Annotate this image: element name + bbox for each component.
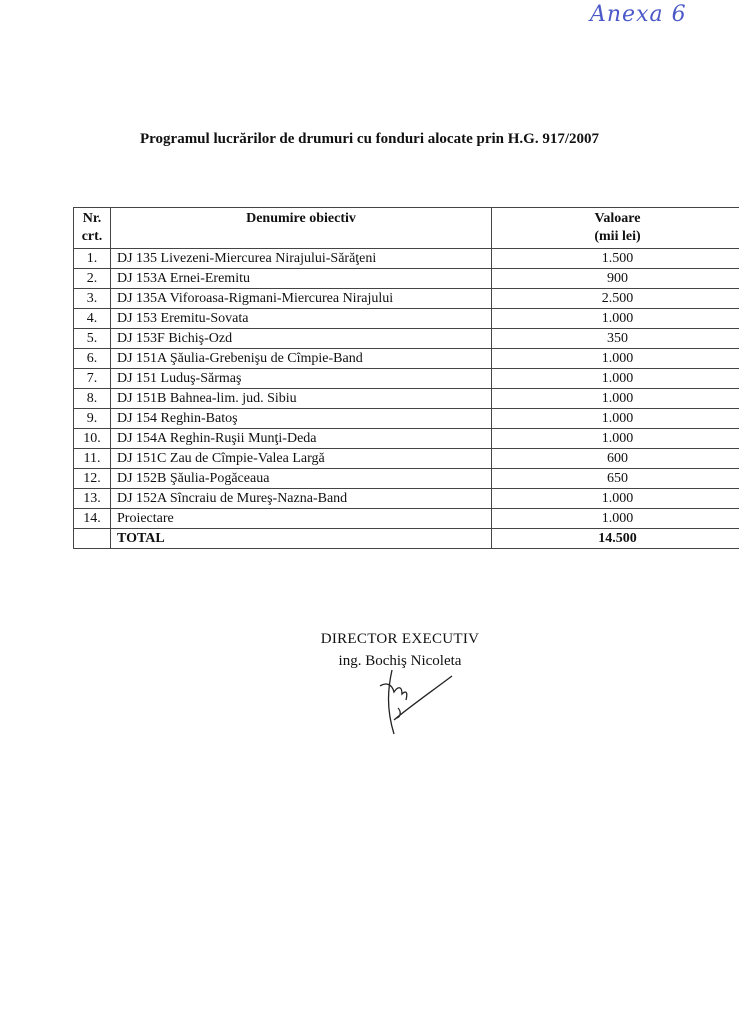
row-value: 1.000 bbox=[492, 429, 739, 449]
row-name: DJ 151B Bahnea-lim. jud. Sibiu bbox=[111, 389, 492, 409]
header-value bbox=[492, 208, 739, 249]
table-row bbox=[74, 409, 739, 429]
row-name: DJ 153A Ernei-Eremitu bbox=[111, 269, 492, 289]
row-name: DJ 151C Zau de Cîmpie-Valea Largă bbox=[111, 449, 492, 469]
row-name: DJ 153 Eremitu-Sovata bbox=[111, 309, 492, 329]
roadworks-table bbox=[73, 207, 739, 549]
total-value: 14.500 bbox=[492, 529, 739, 549]
table-row bbox=[74, 369, 739, 389]
row-nr: 6. bbox=[74, 349, 111, 369]
document-title: Programul lucrărilor de drumuri cu fonduri alocate prin H.G. 917/2007 bbox=[139, 131, 599, 147]
row-nr: 5. bbox=[74, 329, 111, 349]
header-nr-line2: crt. bbox=[81, 229, 103, 244]
table-row bbox=[74, 309, 739, 329]
header-name bbox=[111, 208, 492, 249]
table-row bbox=[74, 269, 739, 289]
row-value: 1.000 bbox=[492, 489, 739, 509]
row-nr: 3. bbox=[74, 289, 111, 309]
total-row bbox=[74, 529, 739, 549]
table-row bbox=[74, 489, 739, 509]
row-nr: 2. bbox=[74, 269, 111, 289]
row-nr: 14. bbox=[74, 509, 111, 529]
row-nr: 10. bbox=[74, 429, 111, 449]
row-value: 1.000 bbox=[492, 369, 739, 389]
header-name-label: Denumire obiectiv bbox=[246, 211, 356, 226]
row-nr: 13. bbox=[74, 489, 111, 509]
row-name: DJ 135 Livezeni-Miercurea Nirajului-Sărăţeni bbox=[111, 249, 492, 269]
table-row bbox=[74, 449, 739, 469]
row-value: 600 bbox=[492, 449, 739, 469]
row-value: 1.500 bbox=[492, 249, 739, 269]
row-value: 1.000 bbox=[492, 509, 739, 529]
row-nr: 12. bbox=[74, 469, 111, 489]
handwritten-annex-note: Anexa 6 bbox=[590, 2, 687, 27]
row-value: 1.000 bbox=[492, 409, 739, 429]
table-row bbox=[74, 469, 739, 489]
row-value: 2.500 bbox=[492, 289, 739, 309]
table-row bbox=[74, 289, 739, 309]
signatory-role: DIRECTOR EXECUTIV bbox=[320, 631, 480, 647]
table-row bbox=[74, 349, 739, 369]
row-nr: 8. bbox=[74, 389, 111, 409]
row-nr: 11. bbox=[74, 449, 111, 469]
table-row bbox=[74, 389, 739, 409]
row-name: DJ 135A Viforoasa-Rigmani-Miercurea Nirajului bbox=[111, 289, 492, 309]
total-nr-cell bbox=[74, 529, 111, 549]
row-value: 1.000 bbox=[492, 389, 739, 409]
total-label: TOTAL bbox=[111, 529, 492, 549]
row-nr: 1. bbox=[74, 249, 111, 269]
table-row bbox=[74, 249, 739, 269]
row-name: DJ 152A Sîncraiu de Mureş-Nazna-Band bbox=[111, 489, 492, 509]
row-name: DJ 151 Luduş-Sărmaş bbox=[111, 369, 492, 389]
row-value: 650 bbox=[492, 469, 739, 489]
row-value: 900 bbox=[492, 269, 739, 289]
table-row bbox=[74, 329, 739, 349]
table-row bbox=[74, 429, 739, 449]
row-value: 1.000 bbox=[492, 309, 739, 329]
row-nr: 4. bbox=[74, 309, 111, 329]
row-name: DJ 154A Reghin-Ruşii Munţi-Deda bbox=[111, 429, 492, 449]
table-body bbox=[74, 249, 739, 529]
row-nr: 7. bbox=[74, 369, 111, 389]
header-value-line1: Valoare bbox=[594, 211, 641, 226]
signatory-name: ing. Bochiş Nicoleta bbox=[338, 653, 462, 669]
row-name: DJ 153F Bichiş-Ozd bbox=[111, 329, 492, 349]
row-value: 1.000 bbox=[492, 349, 739, 369]
header-nr bbox=[74, 208, 111, 249]
handwritten-signature bbox=[372, 668, 462, 738]
row-name: Proiectare bbox=[111, 509, 492, 529]
table-header-row bbox=[74, 208, 739, 249]
row-value: 350 bbox=[492, 329, 739, 349]
table-row bbox=[74, 509, 739, 529]
row-nr: 9. bbox=[74, 409, 111, 429]
header-value-line2: (mii lei) bbox=[594, 229, 641, 244]
row-name: DJ 154 Reghin-Batoş bbox=[111, 409, 492, 429]
header-nr-line1: Nr. bbox=[82, 211, 102, 226]
row-name: DJ 152B Şăulia-Pogăceaua bbox=[111, 469, 492, 489]
signature-block bbox=[300, 628, 500, 672]
row-name: DJ 151A Şăulia-Grebenişu de Cîmpie-Band bbox=[111, 349, 492, 369]
